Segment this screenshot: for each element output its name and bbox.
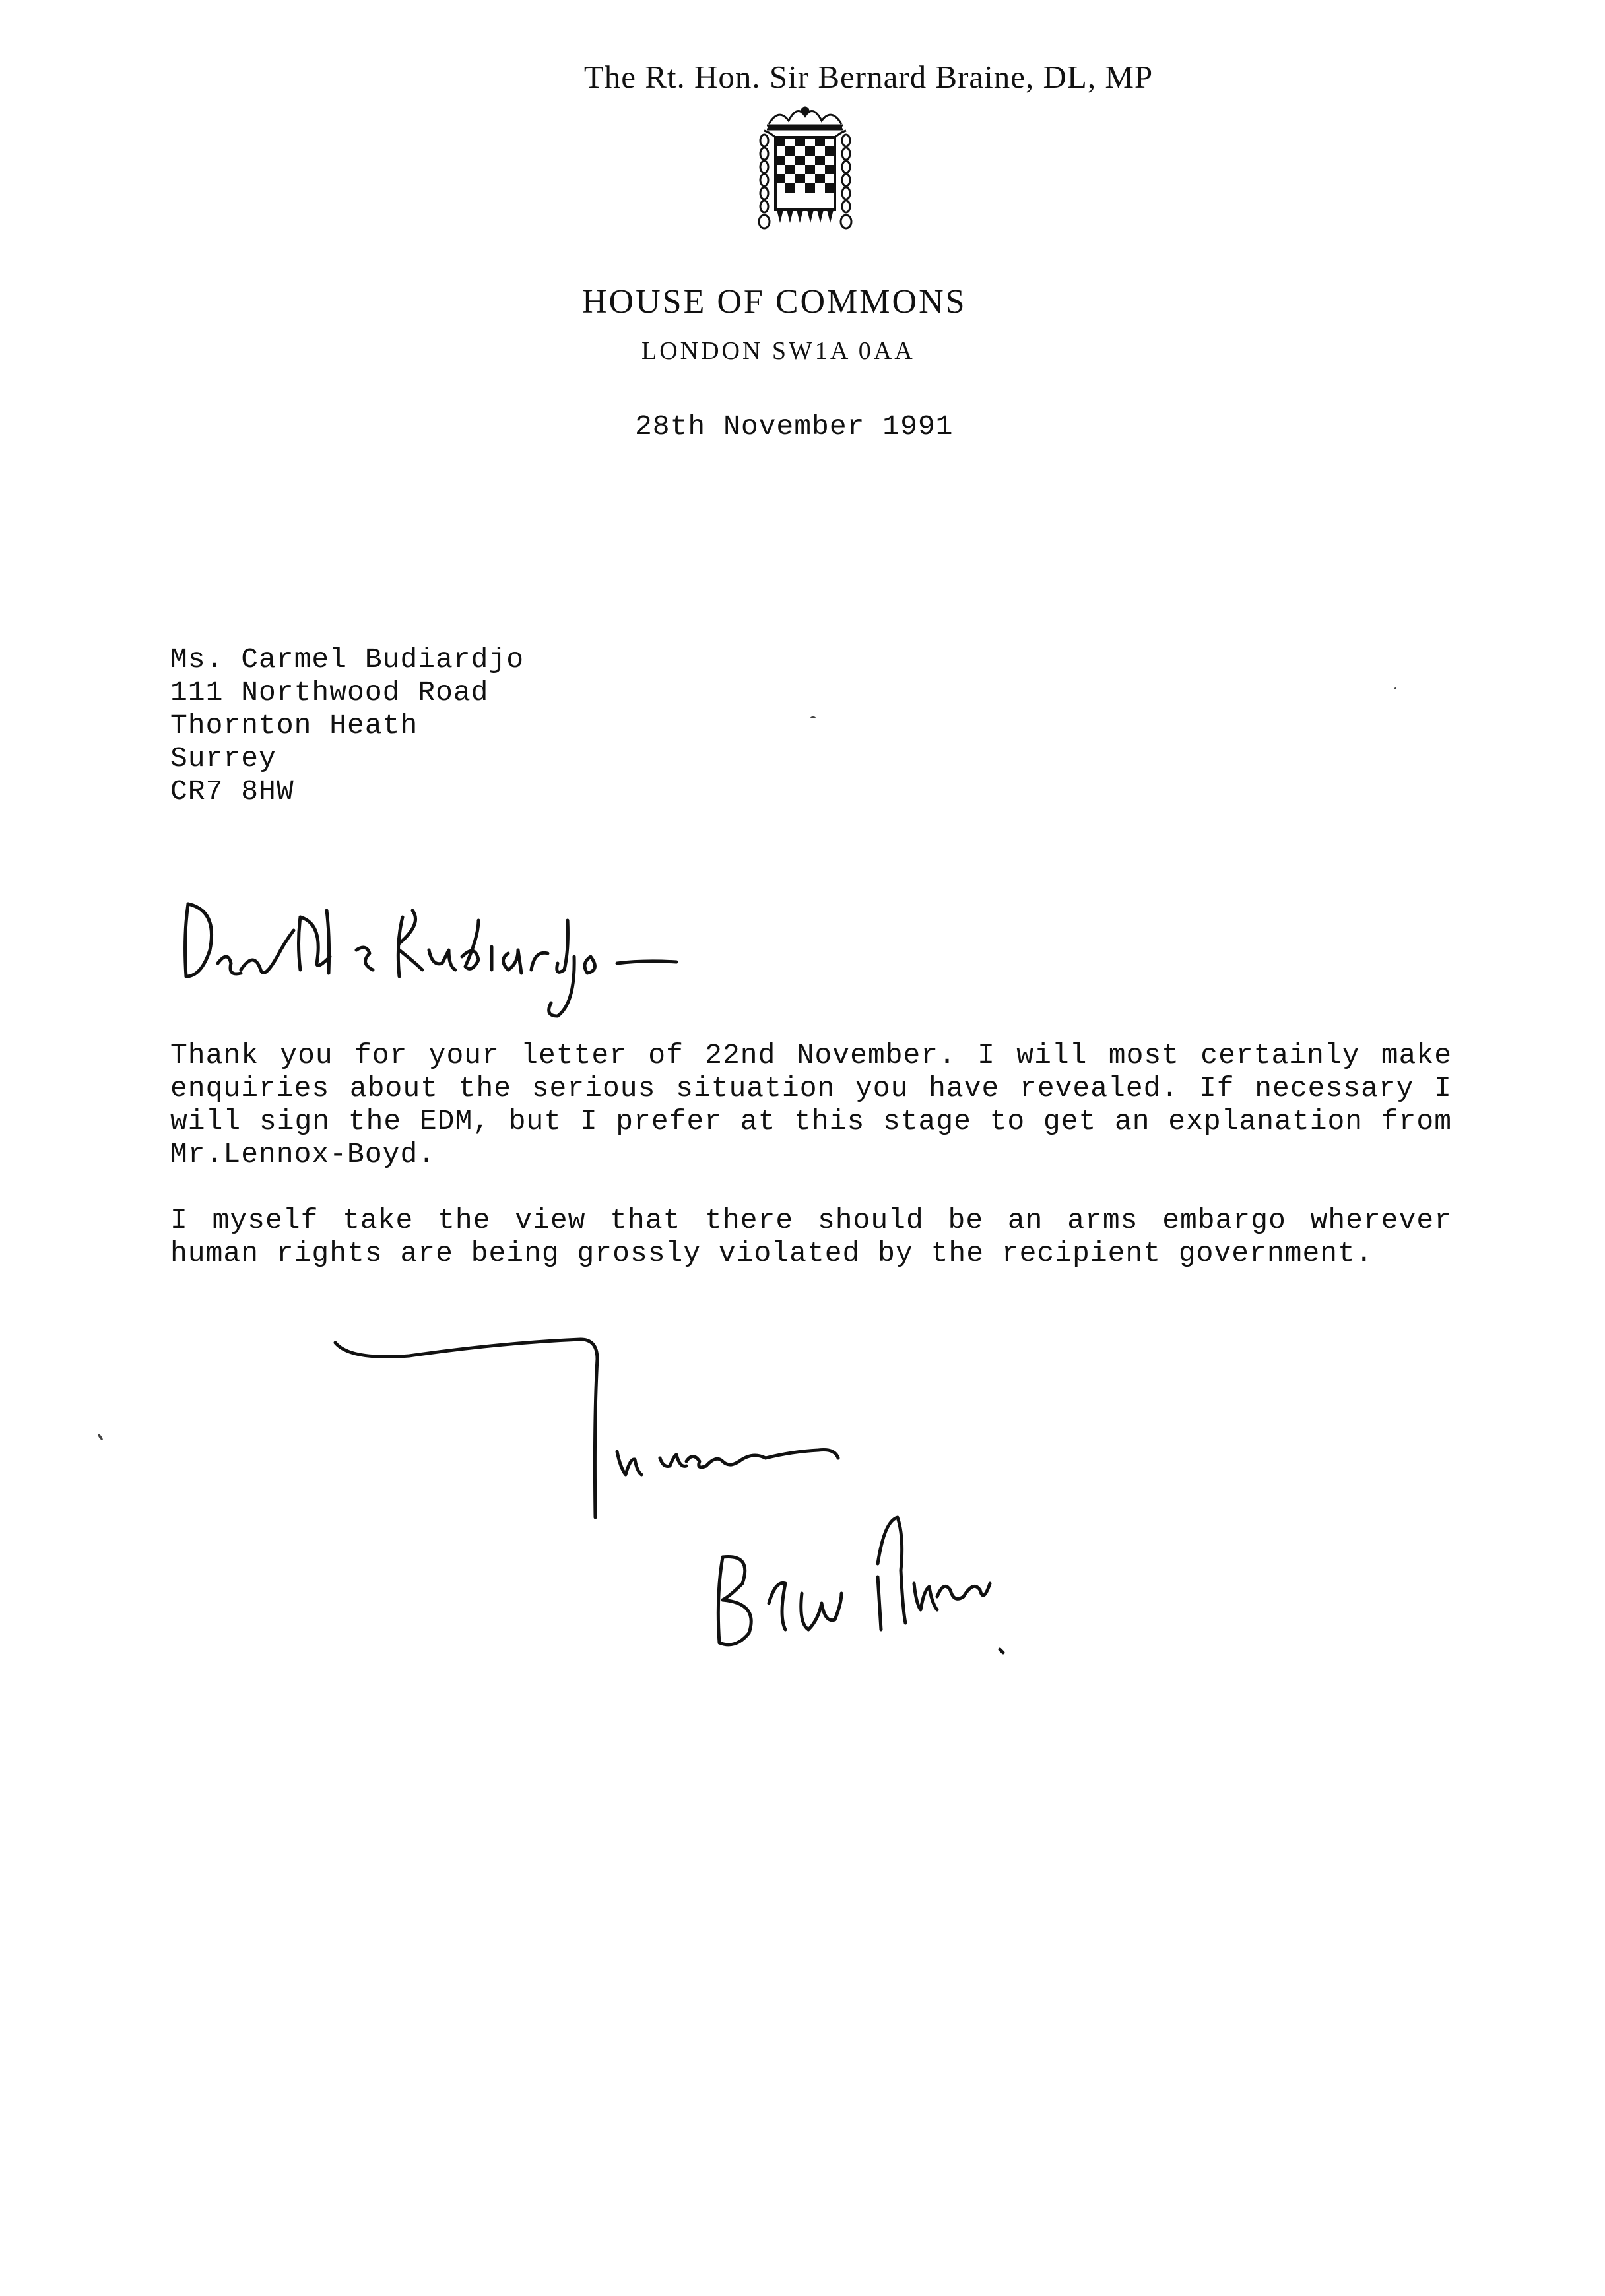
handwritten-closing: [335, 1339, 838, 1517]
address-line-london: LONDON SW1A 0AA: [641, 337, 915, 365]
house-of-commons-heading: HOUSE OF COMMONS: [582, 283, 967, 321]
body-paragraph: Thank you for your letter of 22nd November. I will most certainly make enquiries about the serious situation you have revealed. If necessary I will sign the EDM, but I prefer at this stage to get an explanation from Mr.Lennox-Boyd.: [170, 1039, 1452, 1170]
body-paragraph: I myself take the view that there should be an arms embargo wherever human rights are being grossly violated by the recipient government.: [170, 1204, 1452, 1269]
portcullis-crest-icon: [739, 104, 871, 249]
scan-speck: [97, 1433, 104, 1441]
recipient-address: [170, 643, 524, 808]
letterhead-name: The Rt. Hon. Sir Bernard Braine, DL, MP: [583, 59, 1154, 95]
address-line: Surrey: [170, 742, 277, 775]
address-line: 111 Northwood Road: [170, 676, 489, 709]
address-line: Ms. Carmel Budiardjo: [170, 643, 525, 676]
scan-speck: [1394, 687, 1396, 689]
address-line: CR7 8HW: [170, 775, 294, 808]
address-line: Thornton Heath: [170, 709, 418, 742]
letter-body: [170, 1039, 1452, 1303]
scan-speck: [810, 716, 816, 718]
handwritten-salutation: [185, 904, 676, 1016]
handwritten-signature: [718, 1517, 1003, 1653]
letter-date: 28th November 1991: [635, 410, 954, 443]
